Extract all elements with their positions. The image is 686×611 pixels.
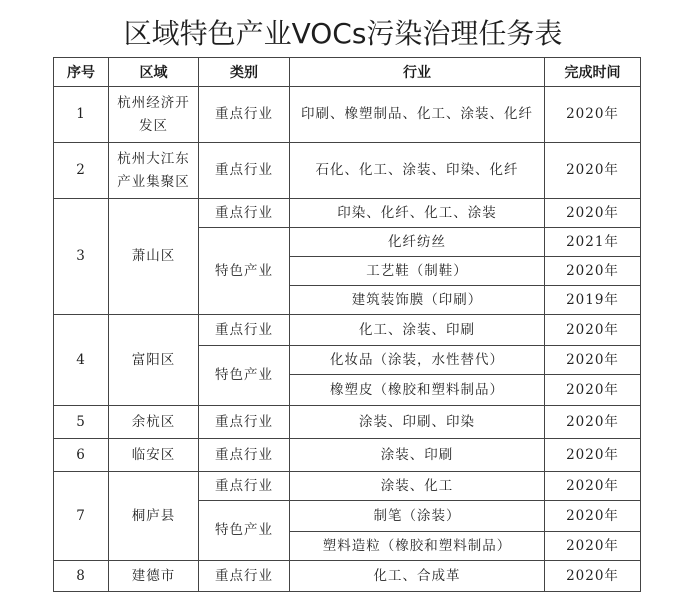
cell-region: 临安区 xyxy=(109,439,199,472)
cell-category: 特色产业 xyxy=(199,346,290,406)
table-row xyxy=(54,406,641,439)
cell-category: 特色产业 xyxy=(199,228,290,315)
cell-deadline: 2020年 xyxy=(545,87,641,143)
cell-no: 7 xyxy=(54,472,109,561)
cell-industry: 建筑装饰膜（印刷） xyxy=(290,286,545,315)
header-category: 类别 xyxy=(199,58,290,87)
cell-industry: 化妆品（涂装，水性替代） xyxy=(290,346,545,375)
cell-no: 2 xyxy=(54,143,109,199)
cell-category: 重点行业 xyxy=(199,439,290,472)
cell-industry: 印刷、橡塑制品、化工、涂装、化纤 xyxy=(290,87,545,143)
cell-deadline: 2020年 xyxy=(545,315,641,346)
document-title: 区域特色产业VOCs污染治理任务表 xyxy=(123,17,563,50)
cell-deadline: 2020年 xyxy=(545,532,641,561)
cell-region: 桐庐县 xyxy=(109,472,199,561)
table-row xyxy=(54,315,641,346)
cell-deadline: 2020年 xyxy=(545,375,641,406)
cell-no: 3 xyxy=(54,199,109,315)
cell-industry: 橡塑皮（橡胶和塑料制品） xyxy=(290,375,545,406)
cell-no: 4 xyxy=(54,315,109,406)
cell-industry: 印染、化纤、化工、涂装 xyxy=(290,199,545,228)
cell-deadline: 2020年 xyxy=(545,472,641,501)
table-row xyxy=(54,439,641,472)
header-deadline: 完成时间 xyxy=(545,58,641,87)
header-industry: 行业 xyxy=(290,58,545,87)
cell-industry: 化工、涂装、印刷 xyxy=(290,315,545,346)
cell-deadline: 2020年 xyxy=(545,501,641,532)
cell-category: 特色产业 xyxy=(199,501,290,561)
table-header-row xyxy=(54,58,641,87)
cell-industry: 石化、化工、涂装、印染、化纤 xyxy=(290,143,545,199)
task-table xyxy=(53,57,641,592)
cell-category: 重点行业 xyxy=(199,561,290,592)
cell-region: 建德市 xyxy=(109,561,199,592)
cell-region: 余杭区 xyxy=(109,406,199,439)
table-row xyxy=(54,472,641,501)
cell-industry: 化工、合成革 xyxy=(290,561,545,592)
cell-category: 重点行业 xyxy=(199,406,290,439)
cell-no: 1 xyxy=(54,87,109,143)
cell-deadline: 2021年 xyxy=(545,228,641,257)
cell-no: 8 xyxy=(54,561,109,592)
cell-category: 重点行业 xyxy=(199,315,290,346)
cell-industry: 制笔（涂装） xyxy=(290,501,545,532)
cell-region: 萧山区 xyxy=(109,199,199,315)
cell-industry: 工艺鞋（制鞋） xyxy=(290,257,545,286)
cell-industry: 塑料造粒（橡胶和塑料制品） xyxy=(290,532,545,561)
cell-category: 重点行业 xyxy=(199,472,290,501)
cell-region: 杭州经济开发区 xyxy=(109,87,199,143)
cell-industry: 化纤纺丝 xyxy=(290,228,545,257)
cell-deadline: 2020年 xyxy=(545,143,641,199)
cell-category: 重点行业 xyxy=(199,143,290,199)
cell-deadline: 2019年 xyxy=(545,286,641,315)
cell-deadline: 2020年 xyxy=(545,406,641,439)
cell-industry: 涂装、化工 xyxy=(290,472,545,501)
table-row xyxy=(54,561,641,592)
table-row xyxy=(54,143,641,199)
cell-industry: 涂装、印刷 xyxy=(290,439,545,472)
cell-deadline: 2020年 xyxy=(545,439,641,472)
cell-region: 富阳区 xyxy=(109,315,199,406)
header-no: 序号 xyxy=(54,58,109,87)
table-row xyxy=(54,87,641,143)
cell-deadline: 2020年 xyxy=(545,257,641,286)
cell-category: 重点行业 xyxy=(199,87,290,143)
cell-no: 6 xyxy=(54,439,109,472)
cell-industry: 涂装、印刷、印染 xyxy=(290,406,545,439)
cell-category: 重点行业 xyxy=(199,199,290,228)
cell-no: 5 xyxy=(54,406,109,439)
cell-deadline: 2020年 xyxy=(545,199,641,228)
cell-deadline: 2020年 xyxy=(545,561,641,592)
header-region: 区域 xyxy=(109,58,199,87)
cell-deadline: 2020年 xyxy=(545,346,641,375)
cell-region: 杭州大江东产业集聚区 xyxy=(109,143,199,199)
table-row xyxy=(54,199,641,228)
